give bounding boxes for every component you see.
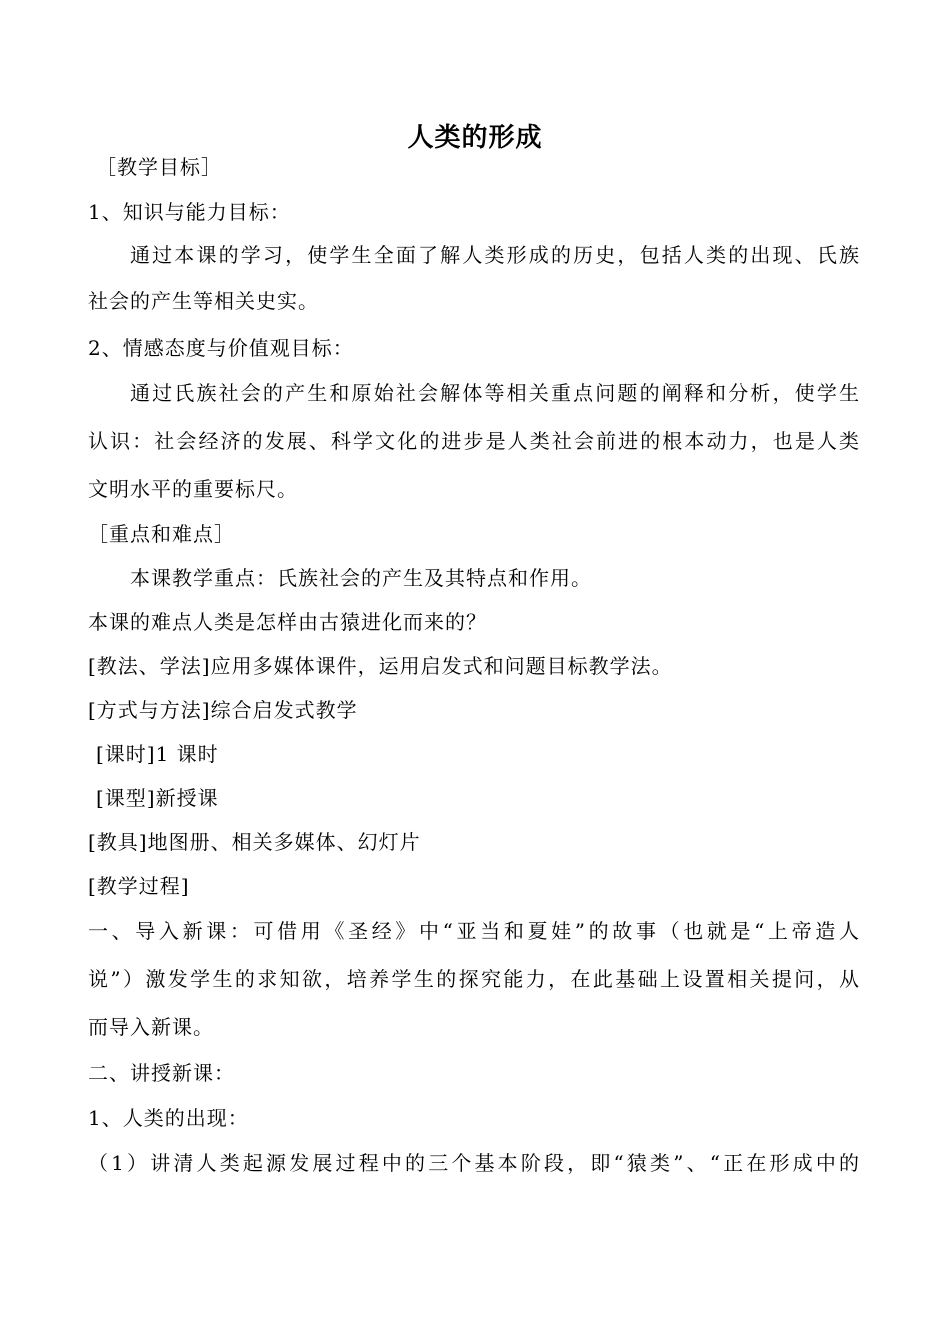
paragraph-line-text: 说”）激发学生的求知欲，培养学生的探究能力，在此基础上设置相关提问，从: [88, 967, 860, 991]
section-heading-new-lesson: 二、讲授新课：: [88, 1061, 235, 1085]
paragraph-line: [88, 1148, 860, 1178]
section-line-methods: [教法、学法]应用多媒体课件，运用启发式和问题目标教学法。: [88, 654, 673, 678]
paragraph-line-text: 认识：社会经济的发展、科学文化的进步是人类社会前进的根本动力，也是人类: [88, 429, 860, 453]
section-line-lesson-type: [课型]新授课: [96, 786, 219, 810]
goal-heading-emotion: 2、情感态度与价值观目标：: [88, 336, 354, 360]
paragraph-line: [130, 378, 860, 408]
paragraph-line: 而导入新课。: [88, 1015, 214, 1039]
paragraph-line: 文明水平的重要标尺。: [88, 477, 298, 501]
paragraph-line-text: （1）讲清人类起源发展过程中的三个基本阶段，即“猿类”、“正在形成中的: [88, 1151, 860, 1175]
section-heading-teaching-goals: ［教学目标］: [96, 155, 222, 179]
paragraph-line-text: 通过本课的学习，使学生全面了解人类形成的历史，包括人类的出现、氏族: [130, 243, 860, 267]
paragraph-line-text: 通过氏族社会的产生和原始社会解体等相关重点问题的阐释和分析，使学生: [130, 381, 860, 405]
subsection-heading: 1、人类的出现：: [88, 1106, 249, 1130]
paragraph-line: 本课的难点人类是怎样由古猿进化而来的？: [88, 610, 487, 634]
section-line-hours: [课时]1 课时: [96, 742, 219, 766]
section-line-teaching-aids: [教具]地图册、相关多媒体、幻灯片: [88, 830, 421, 854]
section-heading-key-points: ［重点和难点］: [88, 522, 235, 546]
paragraph-line: 社会的产生等相关史实。: [88, 289, 319, 313]
goal-heading-knowledge: 1、知识与能力目标：: [88, 200, 291, 224]
paragraph-line: 本课教学重点：氏族社会的产生及其特点和作用。: [130, 566, 592, 590]
paragraph-line: [88, 426, 860, 456]
paragraph-line-text: 一、导入新课：可借用《圣经》中“亚当和夏娃”的故事（也就是“上帝造人: [88, 919, 860, 943]
paragraph-line: [88, 916, 860, 946]
paragraph-line: [130, 240, 860, 270]
section-line-approach: [方式与方法]综合启发式教学: [88, 698, 358, 722]
section-heading-process: [教学过程]: [88, 874, 190, 898]
document-title: 人类的形成: [407, 123, 543, 153]
paragraph-line: [88, 964, 860, 994]
